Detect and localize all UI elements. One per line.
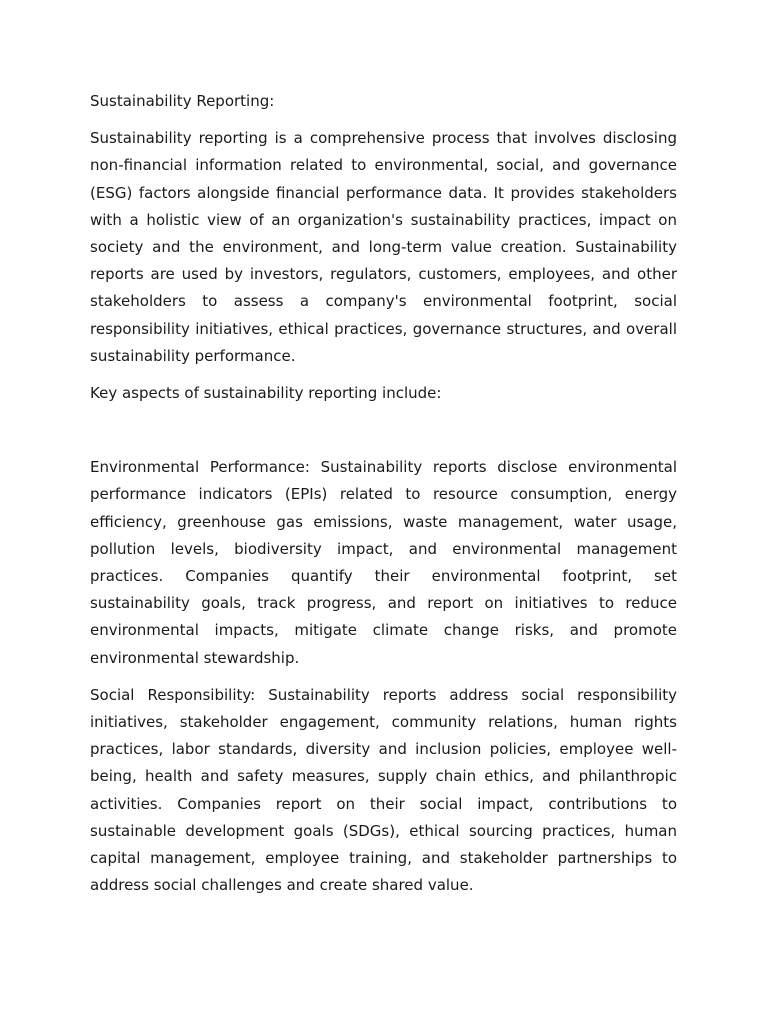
document-heading: Sustainability Reporting: (90, 92, 275, 110)
blank-line (90, 417, 677, 454)
key-aspects-lead: Key aspects of sustainability reporting include: (90, 384, 442, 403)
intro-paragraph: Sustainability reporting is a comprehensive process that involves disclosing non-financial information related to environmental, social, and governance (ESG) factors alongside financial performance data. It provides stakeholders with a holistic view of an organization's sustainability practices, impact on society and the environment, and long-term value creation. Sustainability reports are used by investors, regulators, customers, employees, and other stakeholders to assess a company's environmental footprint, social responsibility initiatives, ethical practices, governance structures, and overall sustainability performance. (90, 129, 677, 365)
section-environmental-performance: Environmental Performance: Sustainability reports disclose environmental performance indicators (EPIs) related to resource consumption, energy efficiency, greenhouse gas emissions, waste management, water usage, pollution levels, biodiversity impact, and environmental management practices. Companies quantify their environmental footprint, set sustainability goals, track progress, and report on initiatives to reduce environmental impacts, mitigate climate change risks, and promote environmental stewardship. (90, 458, 677, 667)
section-social-responsibility: Social Responsibility: Sustainability reports address social responsibility initiatives, stakeholder engagement, community relations, human rights practices, labor standards, diversity and inclusion policies, employee well-being, health and safety measures, supply chain ethics, and philanthropic activities. Companies report on their social impact, contributions to sustainable development goals (SDGs), ethical sourcing practices, human capital management, employee training, and stakeholder partnerships to address social challenges and create shared value. (90, 685, 677, 895)
document-page (90, 88, 677, 909)
